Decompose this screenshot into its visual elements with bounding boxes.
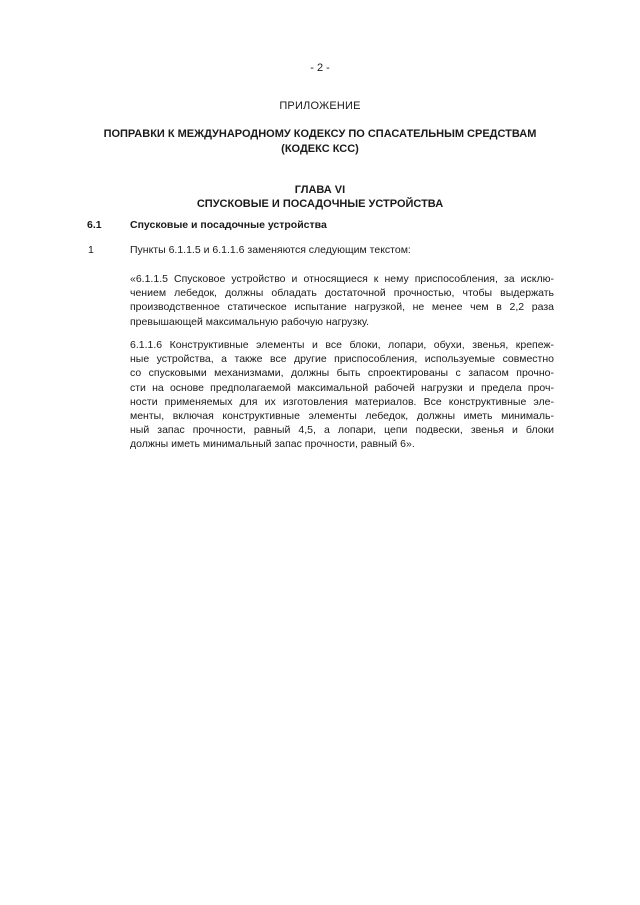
document-title xyxy=(60,127,580,157)
item-text: Пункты 6.1.1.5 и 6.1.1.6 заменяются следующим текстом: xyxy=(130,244,411,256)
paragraph-line: должны иметь минимальный запас прочности, равный 6». xyxy=(130,438,415,451)
paragraph-line: менты, включая конструктивные элементы лебедок, должны иметь минималь- xyxy=(130,410,554,423)
chapter-label: ГЛАВА VI xyxy=(294,184,346,196)
chapter-heading xyxy=(60,183,580,211)
section-number: 6.1 xyxy=(87,219,102,231)
paragraph-line: 6.1.1.6 Конструктивные элементы и все блоки, лопари, обухи, звенья, крепеж- xyxy=(130,339,554,351)
paragraph-6-1-1-5 xyxy=(130,272,554,329)
paragraph-line: ности применяемых для их изготовления материалов. Все конструктивные эле- xyxy=(130,395,554,408)
document-title-line: ПОПРАВКИ К МЕЖДУНАРОДНОМУ КОДЕКСУ ПО СПАСАТЕЛЬНЫМ СРЕДСТВАМ xyxy=(103,128,537,140)
document-title-line: (КОДЕКС КСС) xyxy=(281,143,359,155)
paragraph-line: производственное статическое испытание нагрузкой, не менее чем в 2,2 раза xyxy=(130,301,554,314)
page-number: - 2 - xyxy=(310,62,330,74)
paragraph-line: превышающей максимальную рабочую нагрузку. xyxy=(130,315,370,328)
item-number: 1 xyxy=(88,244,94,256)
paragraph-line: ные устройства, а также все другие приспособления, используемые совместно xyxy=(130,353,554,366)
section-title: Спусковые и посадочные устройства xyxy=(130,219,327,231)
chapter-title: СПУСКОВЫЕ И ПОСАДОЧНЫЕ УСТРОЙСТВА xyxy=(196,198,444,210)
paragraph-line: «6.1.1.5 Спусковое устройство и относящиеся к нему приспособления, за исклю- xyxy=(130,273,554,285)
paragraph-line: со спусковыми механизмами, должны быть спроектированы с запасом прочно- xyxy=(130,367,554,380)
appendix-label: ПРИЛОЖЕНИЕ xyxy=(279,100,361,112)
paragraph-line: ный запас прочности, равный 4,5, а лопари, цепи подвески, звенья и блоки xyxy=(130,424,554,437)
paragraph-line: сти на основе предполагаемой максимальной рабочей нагрузки и предела проч- xyxy=(130,381,554,394)
paragraph-6-1-1-6 xyxy=(130,338,554,452)
paragraph-line: чением лебедок, должны обладать достаточной прочностью, чтобы выдержать xyxy=(130,287,554,300)
